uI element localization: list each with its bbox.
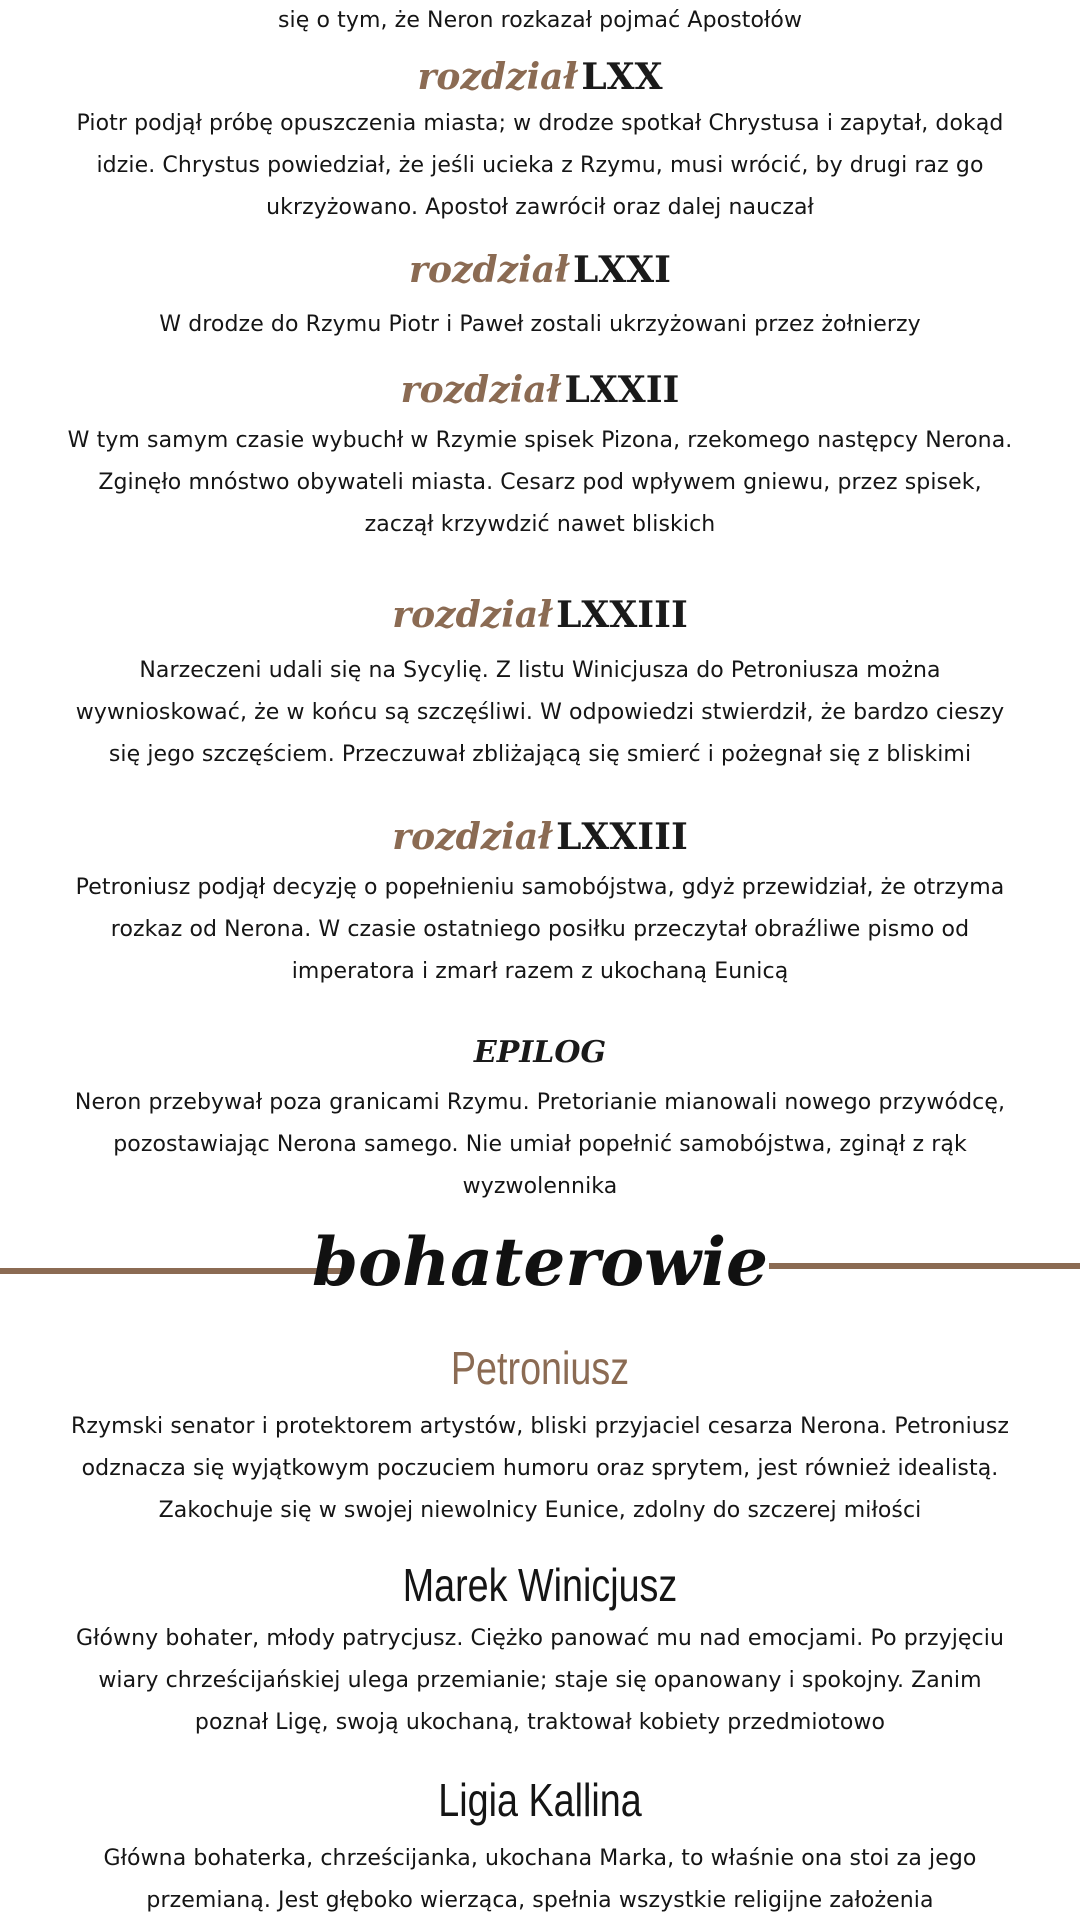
- paragraph-line: rozkaz od Nerona. W czasie ostatniego posiłku przeczytał obraźliwe pismo od: [110, 917, 970, 942]
- chapter-number: LXXI: [572, 249, 671, 291]
- chapter-number: LXXIII: [556, 816, 688, 858]
- paragraph-line: Zakochuje się w swojej niewolnicy Eunice, zdolny do szczerej miłości: [158, 1498, 922, 1523]
- paragraph-line: pozostawiając Nerona samego. Nie umiał popełnić samobójstwa, zginął z rąk: [113, 1132, 967, 1157]
- paragraph-line: W drodze do Rzymu Piotr i Paweł zostali ukrzyżowani przez żołnierzy: [159, 312, 921, 337]
- chapter-word: rozdział: [417, 56, 578, 98]
- epilog-heading: EPILOG: [473, 1035, 607, 1070]
- hero-name-ligia-kallina: Ligia Kallina: [438, 1774, 642, 1826]
- paragraph-line: imperatora i zmarł razem z ukochaną Eunicą: [291, 959, 789, 984]
- paragraph-line: wywnioskować, że w końcu są szczęśliwi. W odpowiedzi stwierdził, że bardzo cieszy: [75, 700, 1005, 725]
- paragraph-line: Rzymski senator i protektorem artystów, bliski przyjaciel cesarza Nerona. Petroniusz: [70, 1414, 1010, 1439]
- chapter-heading-lxxii: [0, 365, 1080, 415]
- paragraph-line: Piotr podjął próbę opuszczenia miasta; w drodze spotkał Chrystusa i zapytał, dokąd: [76, 111, 1004, 136]
- paragraph-line: Główny bohater, młody patrycjusz. Ciężko panować mu nad emocjami. Po przyjęciu: [75, 1626, 1005, 1651]
- paragraph-line: przemianą. Jest głęboko wierząca, spełnia wszystkie religijne założenia: [146, 1888, 934, 1913]
- hero-name-petroniusz: Petroniusz: [450, 1342, 630, 1394]
- paragraph-line: poznał Ligę, swoją ukochaną, traktował kobiety przedmiotowo: [194, 1710, 886, 1735]
- chapter-heading-lxxiii: [0, 590, 1080, 640]
- paragraph-line: Główna bohaterka, chrześcijanka, ukochana Marka, to właśnie ona stoi za jego: [103, 1846, 977, 1871]
- chapter-word: rozdział: [409, 249, 569, 291]
- chapter-paragraph-lxxii: [0, 420, 1080, 546]
- hero-paragraph-petroniusz: [0, 1406, 1080, 1532]
- chapter-word: rozdział: [400, 369, 561, 411]
- hero-paragraph-marek-winicjusz: [0, 1618, 1080, 1744]
- chapter-paragraph-lxx: [0, 103, 1080, 229]
- paragraph-line: Narzeczeni udali się na Sycylię. Z listu Winicjusza do Petroniusza można: [139, 658, 941, 683]
- paragraph-line: Petroniusz podjął decyzję o popełnieniu samobójstwa, gdyż przewidział, że otrzyma: [75, 875, 1005, 900]
- epilog-paragraph: [0, 1082, 1080, 1208]
- paragraph-line: się o tym, że Neron rozkazał pojmać Apostołów: [277, 8, 803, 33]
- chapter-heading-lxxiii-second: [0, 812, 1080, 862]
- paragraph-line: W tym samym czasie wybuchł w Rzymie spisek Pizona, rzekomego następcy Nerona.: [67, 428, 1013, 453]
- intro-paragraph: [0, 0, 1080, 42]
- chapter-number: LXX: [581, 56, 663, 98]
- hero-name-marek-winicjusz: Marek Winicjusz: [402, 1559, 678, 1611]
- hero-paragraph-ligia-kallina: [0, 1838, 1080, 1922]
- chapter-paragraph-lxxi: [0, 304, 1080, 346]
- paragraph-line: się jego szczęściem. Przeczuwał zbliżającą się smierć i pożegnał się z bliskimi: [108, 742, 972, 767]
- paragraph-line: wiary chrześcijańskiej ulega przemianie; staje się opanowany i spokojny. Zanim: [98, 1668, 982, 1693]
- chapter-paragraph-lxxiii-second: [0, 867, 1080, 993]
- heroes-section-title: bohaterowie: [311, 1223, 769, 1301]
- chapter-heading-lxx: [0, 52, 1080, 102]
- chapter-paragraph-lxxiii: [0, 650, 1080, 776]
- paragraph-line: Neron przebywał poza granicami Rzymu. Pretorianie mianowali nowego przywódcę,: [74, 1090, 1006, 1115]
- paragraph-line: Zginęło mnóstwo obywateli miasta. Cesarz pod wpływem gniewu, przez spisek,: [98, 470, 982, 495]
- paragraph-line: odznacza się wyjątkowym poczuciem humoru oraz sprytem, jest również idealistą.: [81, 1456, 999, 1481]
- paragraph-line: zaczął krzywdzić nawet bliskich: [364, 512, 716, 537]
- paragraph-line: wyzwolennika: [462, 1174, 618, 1199]
- chapter-word: rozdział: [392, 816, 553, 858]
- paragraph-line: ukrzyżowano. Apostoł zawrócił oraz dalej nauczał: [266, 195, 814, 220]
- chapter-number: LXXIII: [556, 594, 688, 636]
- chapter-number: LXXII: [564, 369, 680, 411]
- paragraph-line: idzie. Chrystus powiedział, że jeśli ucieka z Rzymu, musi wrócić, by drugi raz go: [96, 153, 984, 178]
- chapter-heading-lxxi: [0, 245, 1080, 295]
- chapter-word: rozdział: [392, 594, 553, 636]
